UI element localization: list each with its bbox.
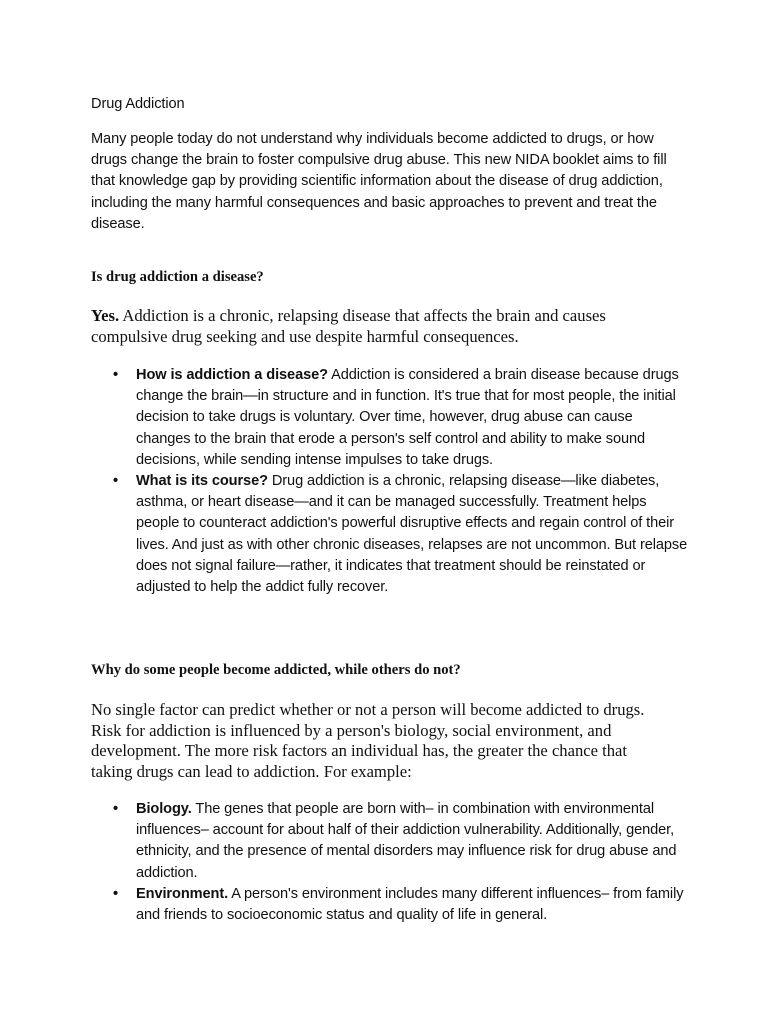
bullet-lead: How is addiction a disease? [136,367,328,383]
answer-paragraph-disease [91,306,651,347]
bullet-symbol: • [113,801,119,817]
bullet-symbol: • [113,885,119,902]
list-item [91,884,691,926]
bullet-list-risk-factors [91,799,691,926]
bullet-text: Drug addiction is a chronic, relapsing disease—like diabetes, asthma, or heart disease—and it can be managed successfully. Treatment helps people to counteract addiction's powerful disruptive effects and regain control of their lives. And just as with other chronic diseases, relapses are not uncommon. But relapse does not signal failure—rather, it indicates that treatment should be reinstated or adjusted to help the addict fully recover. [136,473,688,596]
bullet-text: The genes that people are born with– in combination with environmental influences– account for about half of their addiction vulnerability. Additionally, gender, ethnicity, and the presence of mental disorders may influence risk for drug abuse and addiction. [136,801,677,881]
bullet-lead: What is its course? [136,473,268,490]
bullet-symbol: • [113,367,119,383]
answer-lead-yes: Yes. [91,306,120,325]
bullet-symbol: • [113,473,119,490]
section-heading-risk: Why do some people become addicted, while others do not? [91,662,461,678]
bullet-list-disease [91,365,691,598]
section-heading-disease: Is drug addiction a disease? [91,269,264,285]
answer-paragraph-risk: No single factor can predict whether or not a person will become addicted to drugs. Risk for addiction is influenced by a person's biology, social environment, and development. The more risk factors an individual has, the greater the chance that taking drugs can lead to addiction. For example: [91,700,645,781]
bullet-lead: Environment. [136,885,229,902]
bullet-text: Addiction is considered a brain disease because drugs change the brain—in structure and in function. It's true that for most people, the initial decision to take drugs is voluntary. Over time, however, drug abuse can cause changes to the brain that erode a person's self control and ability to make sound decisions, while sending intense impulses to take drugs. [136,367,679,468]
bullet-lead: Biology. [136,801,192,817]
document-title: Drug Addiction [91,96,185,112]
bullet-text: A person's environment includes many different influences– from family and friends to socioeconomic status and quality of life in general. [136,885,684,924]
list-item [91,365,691,471]
list-item [91,471,691,598]
intro-paragraph: Many people today do not understand why individuals become addicted to drugs, or how drugs change the brain to foster compulsive drug abuse. This new NIDA booklet aims to fill that knowledge gap by providing scientific information about the disease of drug addiction, including the many harmful consequences and basic approaches to prevent and treat the disease. [91,131,667,232]
answer-text-disease: Addiction is a chronic, relapsing disease that affects the brain and causes compulsive drug seeking and use despite harmful consequences. [91,306,606,346]
list-item [91,799,691,884]
